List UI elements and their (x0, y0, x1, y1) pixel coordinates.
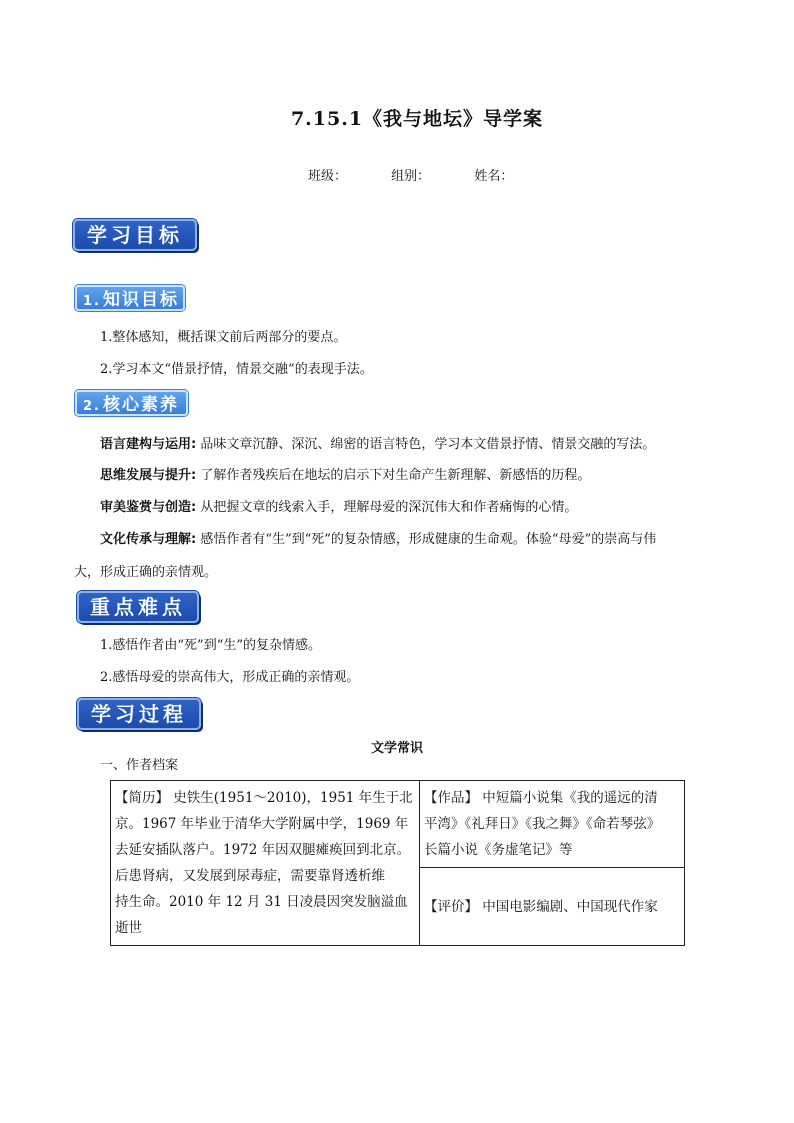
core-literacy-banner (75, 390, 188, 416)
core-literacy-number: 2. (83, 399, 101, 414)
biography-line: 去延安插队落户。1972 年因双腿瘫痪回到北京。 (115, 842, 411, 858)
student-info (308, 165, 513, 184)
author-profile-table (110, 780, 685, 946)
knowledge-goals-label: 知识目标 (102, 290, 179, 310)
knowledge-item-1: 1.整体感知，概括课文前后两部分的要点。 (100, 330, 347, 345)
literacy-item-4 (100, 528, 656, 547)
works-line: 长篇小说《务虚笔记》等 (424, 842, 573, 858)
page-title: 7.15.1《我与地坛》导学案 (290, 108, 544, 130)
biography-line: 京。1967 年毕业于清华大学附属中学，1969 年 (115, 816, 409, 832)
works-cell (420, 781, 685, 868)
literacy-text-2: 了解作者残疾后在地坛的启示下对生命产生新理解、新感悟的历程。 (196, 468, 591, 483)
knowledge-goals-banner (75, 285, 185, 311)
biography-line: 【简历】 史铁生(1951～2010)，1951 年生于北 (115, 790, 413, 806)
knowledge-goals-number: 1. (83, 294, 101, 309)
biography-line: 逝世 (115, 920, 142, 936)
key-item-1: 1.感悟作者由“死”到“生”的复杂情感。 (100, 638, 321, 653)
learning-process-banner: 学习过程 (77, 698, 201, 730)
knowledge-item-2: 2.学习本文“借景抒情，情景交融”的表现手法。 (100, 362, 373, 377)
learning-goals-banner: 学习目标 (73, 219, 197, 251)
key-points-banner: 重点难点 (77, 591, 199, 623)
literacy-text-1: 品味文章沉静、深沉、绵密的语言特色，学习本文借景抒情、情景交融的写法。 (196, 437, 656, 452)
key-item-2: 2.感悟母爱的崇高伟大，形成正确的亲情观。 (100, 670, 360, 685)
literacy-term-1: 语言建构与运用: (100, 437, 197, 452)
literacy-term-3: 审美鉴赏与创造: (100, 500, 197, 515)
core-literacy-label: 核心素养 (102, 395, 179, 415)
evaluation-text: 【评价】 中国电影编剧、中国现代作家 (424, 898, 658, 915)
evaluation-cell (420, 868, 685, 946)
biography-cell (111, 781, 420, 946)
literacy-item-3 (100, 496, 577, 515)
author-profile-heading: 一、作者档案 (100, 758, 179, 773)
literacy-term-4: 文化传承与理解: (100, 532, 197, 547)
literacy-text-3: 从把握文章的线索入手，理解母爱的深沉伟大和作者痛悔的心情。 (196, 500, 578, 515)
literacy-item-4-continued: 大，形成正确的亲情观。 (74, 565, 218, 580)
biography-line: 后患肾病，又发展到尿毒症，需要靠肾透析维 (115, 868, 385, 884)
literary-knowledge-heading: 文学常识 (370, 741, 423, 756)
biography-line: 持生命。2010 年 12 月 31 日凌晨因突发脑溢血 (115, 894, 408, 910)
literacy-term-2: 思维发展与提升: (100, 468, 197, 483)
literacy-text-4: 感悟作者有“生”到“死”的复杂情感，形成健康的生命观。体验“母爱”的崇高与伟 (196, 532, 657, 547)
works-line: 平湾》《礼拜日》《我之舞》《命若琴弦》 (424, 816, 661, 832)
group-label: 组别： (391, 169, 431, 184)
literacy-item-1 (100, 433, 655, 452)
literacy-item-2 (100, 464, 590, 483)
name-label: 姓名： (474, 169, 514, 184)
works-line: 【作品】 中短篇小说集《我的遥远的清 (424, 790, 658, 806)
class-label: 班级： (308, 169, 348, 184)
